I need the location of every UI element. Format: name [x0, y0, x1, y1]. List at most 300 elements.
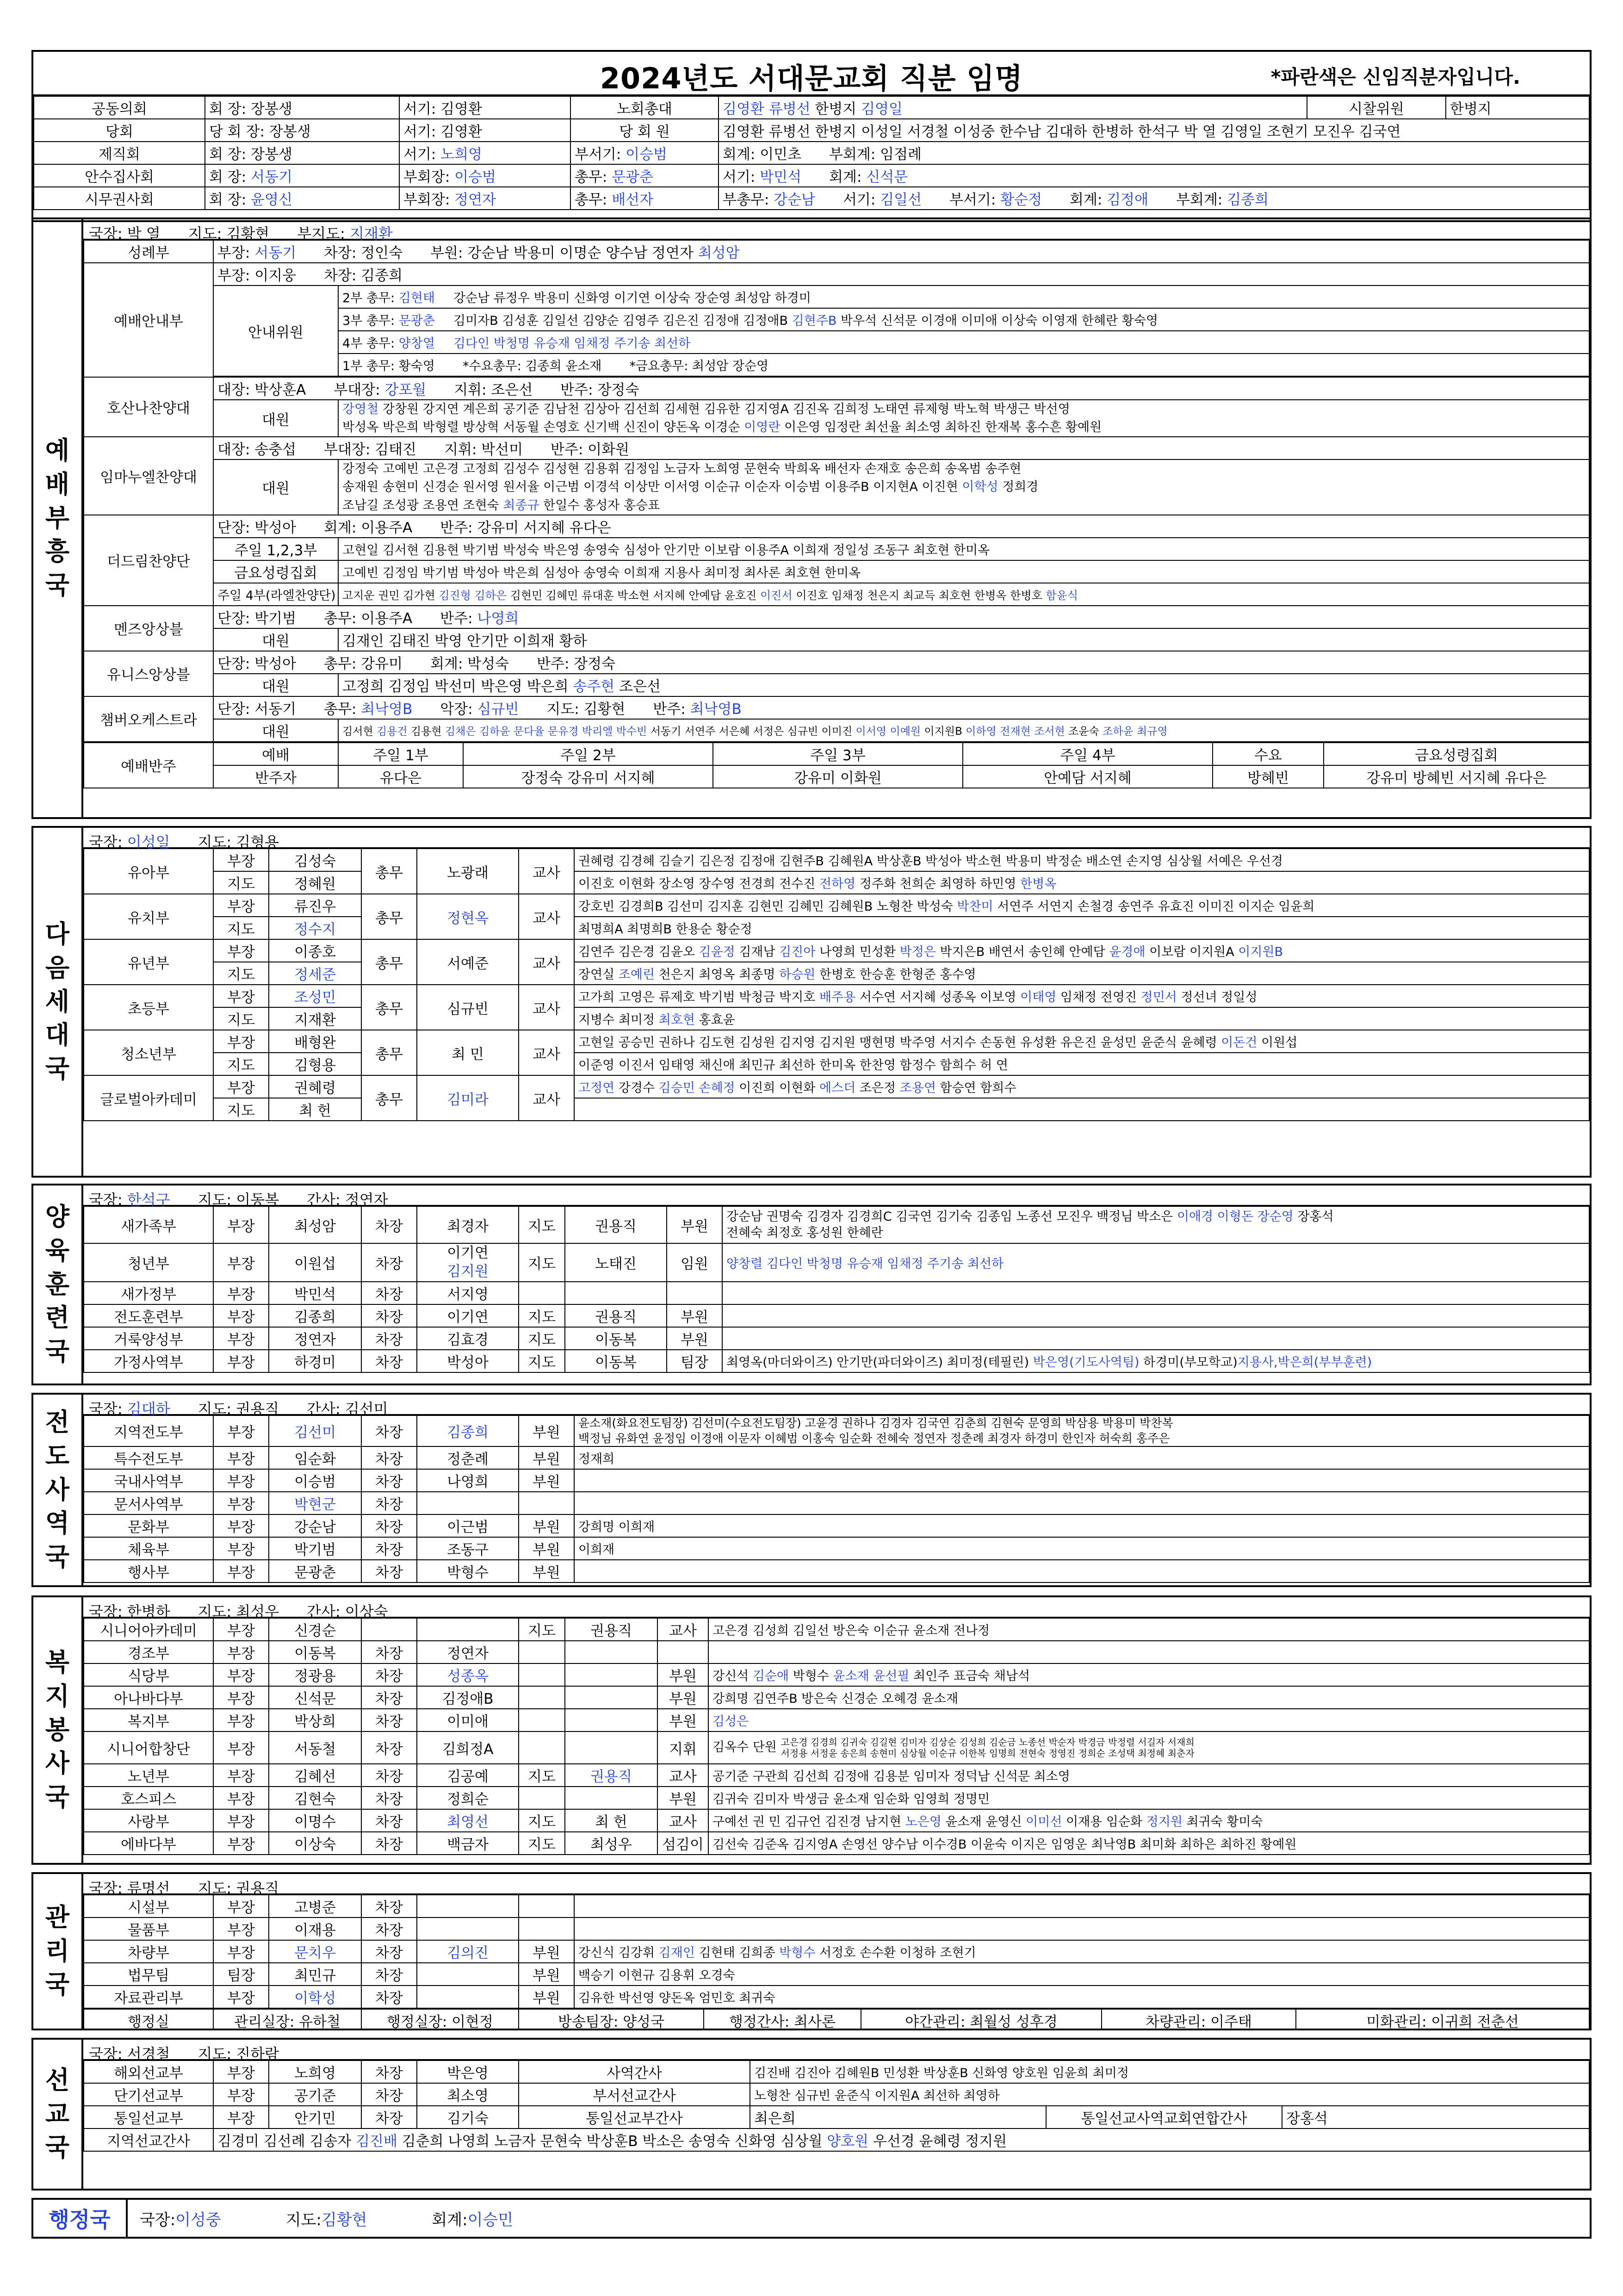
cell: 최 민	[417, 1030, 519, 1075]
cell: 부장	[213, 1537, 269, 1560]
cell: 통일선교사역교회연합간사	[1046, 2106, 1282, 2128]
value: 조윤숙	[1065, 725, 1103, 738]
cell: 고병준	[269, 1895, 361, 1917]
cell: 김정애B	[417, 1686, 519, 1709]
cell: 최성암	[269, 1206, 361, 1243]
label: 회 장:	[209, 192, 251, 208]
cell	[213, 437, 1589, 459]
cell	[574, 894, 1589, 917]
cell	[574, 962, 1589, 985]
side-char: 다	[45, 919, 70, 949]
value: 지휘: 박선미	[444, 441, 523, 459]
cell: 강순남	[269, 1514, 361, 1537]
table-row	[84, 696, 1589, 719]
cell: 최소영	[417, 2083, 519, 2106]
cell: 박기범	[269, 1537, 361, 1560]
label: 회계:	[829, 169, 867, 186]
cell: 부장	[213, 2060, 269, 2083]
cell: 해외선교부	[84, 2060, 213, 2083]
cell: 부장	[213, 985, 269, 1007]
cell	[570, 142, 719, 164]
cell: 지도	[519, 1243, 565, 1282]
cell: 권용직	[565, 1206, 667, 1243]
cell: 이근범	[417, 1514, 519, 1537]
value: 심규빈	[477, 701, 519, 718]
cell	[574, 1560, 1589, 1582]
cell: 차장	[361, 1350, 417, 1372]
cell: 총무	[361, 939, 417, 985]
office-content	[140, 2200, 513, 2237]
nextgen-table	[83, 848, 1590, 1121]
cell: 부장	[213, 1641, 269, 1663]
label: 국장:	[89, 833, 127, 851]
cell: 방송팀장: 양성국	[519, 2009, 704, 2030]
value-new: 이지원B	[1238, 945, 1283, 959]
cell: 서기: 김영환	[399, 119, 570, 142]
cell: 시니어합창단	[84, 1731, 213, 1764]
value: 강신식 김강휘	[578, 1946, 659, 1960]
cell	[213, 651, 1589, 674]
side-char: 국	[45, 1970, 70, 1999]
cell: 부장	[213, 1787, 269, 1809]
value: 박성아	[447, 1354, 489, 1371]
cell: 부장	[213, 1282, 269, 1304]
value: 단장: 박성아	[217, 655, 297, 672]
value: 최낙영B	[690, 701, 742, 718]
cell	[574, 1053, 1589, 1075]
section-head	[83, 1395, 1590, 1418]
value-new: 이미선	[1026, 1815, 1062, 1829]
cell: 임원	[667, 1243, 722, 1282]
cell: 특수전도부	[84, 1446, 213, 1469]
value: 이진호 임채정 천은지 최교득 최호현 한병옥 한병호	[792, 589, 1046, 602]
value: 이영란	[744, 420, 781, 435]
side-char: 선	[45, 2065, 70, 2095]
cell: 부장	[213, 1492, 269, 1514]
cell: 부장	[213, 1940, 269, 1963]
cell: 정춘례	[417, 1446, 519, 1469]
cell	[519, 1917, 574, 1940]
row-label: 시무권사회	[34, 187, 205, 210]
cell: 부장	[213, 849, 269, 871]
table-row	[84, 1832, 1589, 1855]
value: 고가희 고영은 류제호 박기범 박청금 박지호	[578, 990, 819, 1005]
value-new: 정지원	[1146, 1815, 1183, 1829]
label: 총무:	[575, 169, 612, 186]
cell: 노희영	[269, 2060, 361, 2083]
value: 총무: 강유미	[324, 655, 403, 672]
value-new: 최호현	[658, 1013, 695, 1027]
value-new: 배주용	[819, 990, 856, 1005]
value: 함승연 함희수	[935, 1081, 1016, 1095]
cell	[574, 1986, 1589, 2008]
value: 구예선 권 민 김규언 김진경 남지현	[712, 1815, 905, 1829]
cell	[565, 1709, 657, 1731]
value: 황순정	[1000, 192, 1042, 208]
table-row	[84, 939, 1589, 962]
cell	[399, 164, 570, 187]
value: 문광춘	[612, 169, 654, 186]
cell: 이원섭	[269, 1243, 361, 1282]
cell	[338, 674, 1589, 696]
table-row	[84, 1764, 1589, 1787]
cell: 김종희	[269, 1304, 361, 1327]
cell: 부장	[213, 1243, 269, 1282]
label: 단원	[749, 1740, 781, 1755]
table-row	[84, 1917, 1589, 1940]
table-row	[84, 1282, 1589, 1304]
cell: 부원	[519, 1446, 574, 1469]
cell: 행정실장: 이현정	[361, 2009, 519, 2030]
cell: 지역전도부	[84, 1415, 213, 1446]
section-content	[83, 1185, 1590, 1384]
cell: 김현숙	[269, 1787, 361, 1809]
cell: 부장	[213, 1327, 269, 1350]
cell: 성종옥	[417, 1663, 519, 1686]
cell: 부장	[213, 1809, 269, 1832]
value: 회계: 박성숙	[430, 655, 509, 672]
value: 부원: 강순남 박용미 이명순 양수남 정연자	[430, 245, 698, 261]
table-row	[84, 1030, 1589, 1053]
side-char: 전	[45, 1407, 70, 1437]
cell: 차장	[361, 1282, 417, 1304]
side-char: 대	[45, 1020, 70, 1050]
value: 고은경 김경희 김귀숙 김길현 김미자 김상순 김성희 김순금 노종선 박순자 박경금 박정렬 서길자 서재희	[781, 1737, 1195, 1748]
cell: 유다은	[338, 765, 463, 788]
section-head	[83, 219, 1590, 240]
cell: 아나바다부	[84, 1686, 213, 1709]
value-new: 조예린	[618, 968, 655, 982]
value: 1부 총무: 황숙영	[342, 359, 435, 373]
value-new: 김윤정	[699, 945, 735, 959]
table-row	[84, 1492, 1589, 1514]
value: 공기준 구관희 김선희 김정애 김용분 임미자 정덕남 신석문 최소영	[712, 1769, 1070, 1784]
cell	[722, 1206, 1589, 1243]
value-new: 김승민 손혜정	[658, 1081, 735, 1095]
cell: 가정사역부	[84, 1350, 213, 1372]
value: 강희명 김연주B 방은숙 신경순 오혜경 윤소재	[712, 1692, 958, 1706]
value: 문광춘	[398, 314, 435, 328]
management-section	[31, 1872, 1592, 2030]
cell	[417, 1243, 519, 1282]
cell: 신경순	[269, 1618, 361, 1641]
value: 천은지 최영옥 최종명	[655, 968, 780, 982]
sub-label: 주일 1,2,3부	[213, 538, 338, 560]
cell	[574, 1469, 1589, 1492]
cell: 서기: 김영환	[399, 96, 570, 119]
side-char: 흥	[45, 537, 70, 566]
cell: 새가정부	[84, 1282, 213, 1304]
cell: 예배	[213, 743, 338, 765]
cell	[574, 1007, 1589, 1030]
cell: 총무	[361, 1030, 417, 1075]
worship-table	[83, 240, 1590, 742]
value: 김현주B	[792, 314, 837, 328]
cell: 문광춘	[269, 1560, 361, 1582]
table-row	[84, 1787, 1589, 1809]
cell: 김종희	[417, 1415, 519, 1446]
cell	[417, 1986, 519, 2008]
table-row	[84, 1537, 1589, 1560]
value: 회계: 이용주A	[324, 519, 413, 536]
table-row	[84, 1709, 1589, 1731]
cell	[574, 1514, 1589, 1537]
side-char: 세	[45, 987, 70, 1016]
cell: 차장	[361, 1917, 417, 1940]
cell: 노형찬 심규빈 윤준식 이지원A 최선하 최영하	[750, 2083, 1589, 2106]
legend-note: *파란색은 신임직분자입니다.	[1270, 66, 1520, 88]
side-char: 양	[45, 1202, 70, 1231]
cell: 미화관리: 이귀희 전춘선	[1296, 2009, 1589, 2030]
cell	[574, 985, 1589, 1007]
cell: 팀장	[667, 1350, 722, 1372]
cell	[519, 1282, 565, 1304]
value: 한석구	[127, 1191, 170, 1209]
cell: 최은희	[750, 2106, 1046, 2128]
label: 서기:	[403, 146, 441, 163]
value: 강정숙 고예빈 고은경 고정희 김성수 김성현 김용휘 김정임 노금자 노희영 문현숙 박희옥 배선자 손재호 송은희 송옥범 송주현	[342, 462, 1022, 477]
cell	[361, 1618, 417, 1641]
value: 임채정 전영진	[1056, 990, 1141, 1005]
value: 윤소재(화요전도팀장) 김선미(수요전도팀장) 고윤경 권하나 김경자 김국연 김춘희 김현숙 문영희 박삼용 박용미 박찬복	[578, 1416, 1173, 1430]
cell: 차장	[361, 1895, 417, 1917]
cell: 지도	[519, 1764, 565, 1787]
cell	[574, 1895, 1589, 1917]
cell: 지도	[519, 1618, 565, 1641]
cell: 노광래	[417, 849, 519, 894]
cell: 회 장: 장봉생	[205, 96, 399, 119]
cell: 부장	[213, 1618, 269, 1641]
value: 반주: 장정숙	[560, 382, 639, 398]
value: 이재용 임순화	[1062, 1815, 1146, 1829]
side-char: 훈	[45, 1269, 70, 1299]
side-char: 봉	[45, 1715, 70, 1744]
value: 노희영	[440, 146, 483, 163]
value: 이성일	[127, 833, 170, 851]
sub-label: 주일 4부(라엘찬양단)	[213, 583, 338, 606]
cell	[574, 1917, 1589, 1940]
value: 이승민	[467, 2210, 514, 2229]
table-row	[84, 240, 1589, 263]
cell: 차장	[361, 2106, 417, 2128]
value: 김유한 박선영 양돈옥 엄민호 최귀숙	[578, 1991, 775, 2005]
value: 나영희 민성환	[815, 945, 900, 959]
cell: 노년부	[84, 1764, 213, 1787]
value: 반주: 강유미 서지혜 유다은	[440, 519, 611, 536]
value-new: 이태영	[1020, 990, 1057, 1005]
table-row	[84, 2128, 1589, 2151]
table-row	[84, 2060, 1589, 2083]
table-row	[84, 1075, 1589, 1098]
value: 국장: 한병하	[89, 1603, 170, 1620]
cell	[708, 1832, 1589, 1855]
value: 김미자B 김성훈 김일선 김양순 김영주 김은진 김정애 김정애B	[453, 314, 792, 328]
section-content	[83, 1395, 1590, 1585]
cell: 부장	[213, 1764, 269, 1787]
value: 서동기 서연주 서은혜 서정은 심규빈 이미진	[647, 725, 856, 738]
value: 이희재	[578, 1543, 615, 1557]
cell: 차장	[361, 1832, 417, 1855]
value: 김현태 김희종	[694, 1946, 780, 1960]
cell: 거룩양성부	[84, 1327, 213, 1350]
value: 부장: 이지웅	[217, 267, 297, 284]
cell	[338, 719, 1589, 742]
value: 백승기 이현규 김용휘 오경숙	[578, 1968, 735, 1983]
cell: 권용직	[565, 1764, 657, 1787]
cell	[417, 1917, 519, 1940]
label: 총무:	[575, 192, 612, 208]
cell	[519, 1709, 565, 1731]
table-row	[84, 1469, 1589, 1492]
value: 이진호 이현화 장소영 장수영 전경희 전수진	[578, 877, 819, 891]
table-row	[84, 628, 1589, 651]
cell: 김희정A	[417, 1731, 519, 1764]
label: 국장:	[140, 2210, 176, 2229]
cell: 김선미	[269, 1415, 361, 1446]
section-side-label	[33, 1597, 83, 1863]
cell	[519, 1731, 565, 1764]
sub-label: 금요성령집회	[213, 560, 338, 583]
value: 김현민 김혜민 류대훈 박소현 서지혜 안예담 윤호진	[507, 589, 760, 602]
table-row	[84, 743, 1589, 765]
cell: 이종호	[269, 939, 361, 962]
side-char: 국	[45, 1337, 70, 1366]
cell: 야간관리: 최월성 성후경	[861, 2009, 1102, 2030]
cell	[213, 240, 1589, 263]
label: 반주:	[653, 701, 690, 718]
cell: 교사	[519, 939, 574, 985]
sub-label: 대원	[213, 719, 338, 742]
cell	[213, 696, 1589, 719]
cell	[657, 1641, 708, 1663]
value: 차장: 김종희	[324, 267, 403, 284]
value: 김서현	[342, 725, 377, 738]
cell: 부장	[213, 2083, 269, 2106]
value: 강창원 강지연 계은희 공기준 김남천 김상아 김선희 김세현 김유한 김지영A 김진옥 김희정 노태연 류제형 박노혁 박생근 박선영	[378, 402, 1070, 416]
cell: 정현옥	[417, 894, 519, 939]
table-row	[84, 1686, 1589, 1709]
value: 지병수 최미정	[578, 1013, 659, 1027]
value: 서정호 손수환 이청하 조현기	[815, 1946, 976, 1960]
cell	[565, 1731, 657, 1764]
cell	[205, 187, 399, 210]
value: 조남길 조성광 조용연 조현숙	[342, 498, 503, 513]
cell: 부장	[213, 1446, 269, 1469]
value: 서수연 서지혜 성종옥 이보영	[855, 990, 1021, 1005]
cell: 이승범	[269, 1469, 361, 1492]
cell	[205, 164, 399, 187]
table-row	[34, 142, 1589, 164]
section-side-label	[33, 219, 83, 817]
value-new: 조용연	[899, 1081, 936, 1095]
cell: 부원	[667, 1206, 722, 1243]
cell: 부장	[213, 1895, 269, 1917]
label: 국장:	[89, 1400, 127, 1418]
cell: 장정숙 강유미 서지혜	[463, 765, 713, 788]
value: 김황현	[321, 2210, 367, 2229]
value: 지도: 김황현	[546, 701, 626, 718]
value: 서동기	[254, 245, 297, 261]
cell	[417, 1350, 519, 1372]
cell: 부원	[519, 1514, 574, 1537]
cell	[719, 142, 1589, 164]
value: 장연실	[578, 968, 619, 982]
value-new: 이돈건	[1221, 1036, 1258, 1050]
table-row	[84, 515, 1589, 538]
office-section	[31, 2198, 1592, 2239]
value: 국장: 류명선	[89, 1880, 170, 1897]
table-row	[84, 1560, 1589, 1582]
cell: 이동복	[565, 1350, 667, 1372]
value: 김진배	[356, 2133, 397, 2150]
label: 부회장:	[403, 169, 455, 186]
cell: 서예준	[417, 939, 519, 985]
label: 부대장:	[334, 382, 385, 398]
value-new: 박형수	[779, 1946, 816, 1960]
cell: 주일 2부	[463, 743, 713, 765]
director: 국장: 박 열	[89, 225, 161, 242]
value: 강포월	[384, 382, 427, 398]
row-label: 제직회	[34, 142, 205, 164]
cell: 지도	[213, 1098, 269, 1121]
value: 고지운 권민 김가현	[342, 589, 439, 602]
side-char: 예	[45, 435, 70, 465]
cell	[519, 1787, 565, 1809]
cell: 차장	[361, 1327, 417, 1350]
table-row	[84, 1446, 1589, 1469]
cell: 방혜빈	[1213, 765, 1324, 788]
value: 지재환	[350, 225, 393, 242]
section-side-label	[33, 2040, 83, 2189]
table-row	[84, 2083, 1589, 2106]
cell: 통일선교부	[84, 2106, 213, 2128]
cell	[399, 187, 570, 210]
value: 회계: 이민초	[723, 146, 802, 163]
value: 단장: 박기범	[217, 610, 297, 627]
dept-name: 멘즈앙상블	[84, 606, 213, 651]
cell: 지도	[519, 1809, 565, 1832]
cell: 경조부	[84, 1641, 213, 1663]
cell	[565, 1787, 657, 1809]
cell: 최 헌	[269, 1098, 361, 1121]
value: 김선숙 김준옥 김지영A 손영선 양수남 이수경B 이윤숙 이지은 임영운 최낙영B 최미화 최하은 최하진 황예원	[712, 1837, 1297, 1852]
cell: 노회총대	[570, 96, 719, 119]
cell: 유아부	[84, 849, 213, 894]
value: 김현태	[398, 291, 435, 305]
table-row	[84, 538, 1589, 560]
cell: 이학성	[269, 1986, 361, 2008]
cell: 주일 3부	[713, 743, 963, 765]
cell: 청소년부	[84, 1030, 213, 1075]
side-char: 사	[45, 1475, 70, 1504]
next-generation-section	[31, 826, 1592, 1178]
label: 부서기:	[575, 146, 626, 163]
table-row	[84, 765, 1589, 788]
dept-name: 더드림찬양단	[84, 515, 213, 606]
value: 김연주 김은경 김윤오	[578, 945, 699, 959]
cell: 당 회 원	[570, 119, 719, 142]
label: 부지도:	[297, 225, 350, 242]
value: 장홍석	[1293, 1209, 1334, 1224]
cell	[213, 377, 1589, 400]
section-content	[83, 2040, 1590, 2189]
side-char: 지	[45, 1681, 70, 1711]
cell: 차장	[361, 1986, 417, 2008]
value: 김다인 박청명 유승재 임채정 주기송 최선하	[453, 336, 691, 351]
cell: 지도	[519, 1304, 565, 1327]
value: 백정님 유화연 윤정임 이경애 이문자 이혜범 이홍숙 임순화 전혜숙 정연자 정춘례 최경자 하경미 한인자 허숙희 홍주은	[578, 1431, 1170, 1445]
section-head	[83, 2040, 1590, 2063]
